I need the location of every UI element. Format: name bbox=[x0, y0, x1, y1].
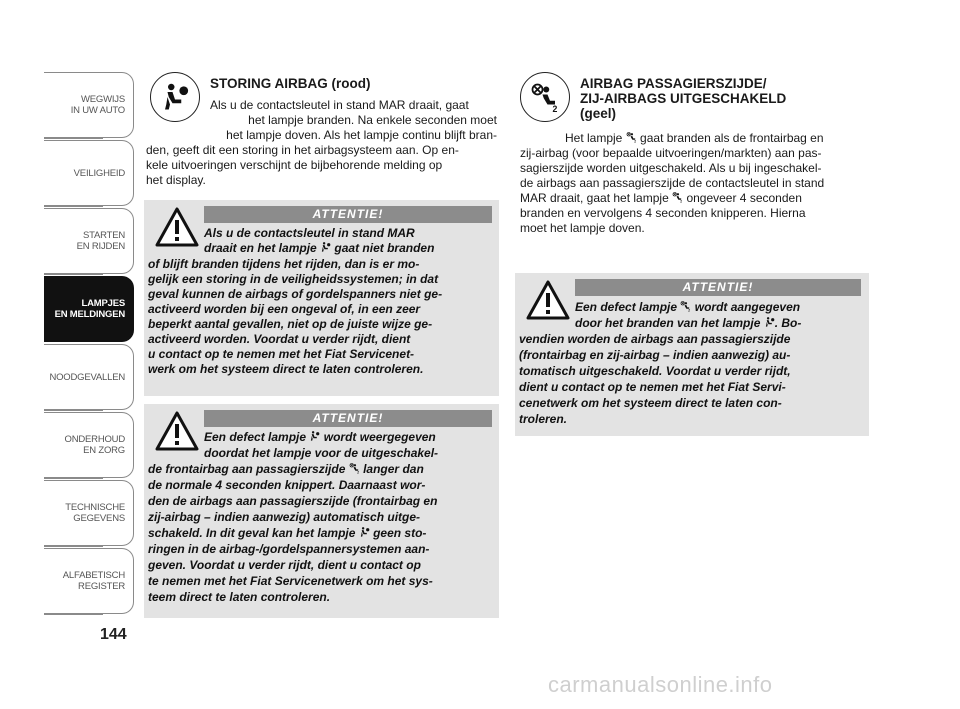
text-part: wordt aangegeven bbox=[694, 300, 801, 314]
body-line: zij-airbag (voor bepaalde uitvoeringen/markten) aan pas- bbox=[520, 146, 822, 160]
text-part: gaat branden als de frontairbag en bbox=[640, 131, 824, 145]
text-part: langer dan bbox=[363, 462, 424, 476]
text-part: schakeld. In dit geval kan het lampje bbox=[148, 526, 356, 540]
warning-line: teem direct te laten controleren. bbox=[148, 590, 331, 604]
body-line: branden en vervolgens 4 seconden knipperen. Hierna bbox=[520, 206, 806, 220]
airbag-icon bbox=[320, 241, 331, 253]
tab-label: EN RIJDEN bbox=[76, 241, 125, 252]
text-part: ongeveer 4 seconden bbox=[686, 191, 802, 205]
body-line: het display. bbox=[146, 173, 206, 187]
warning-line: Als u de contactsleutel in stand MAR bbox=[204, 226, 415, 240]
body-line bbox=[520, 191, 868, 206]
tab-veiligheid[interactable] bbox=[44, 140, 134, 206]
title-text: STORING AIRBAG bbox=[210, 76, 328, 91]
tab-lampjes[interactable] bbox=[44, 276, 134, 342]
warning-line: geval kunnen de airbags of gordelspanners niet ge- bbox=[148, 287, 443, 301]
body-line: het lampje doven. Als het lampje continu blijft bran- bbox=[226, 128, 497, 142]
warning-line bbox=[575, 300, 861, 315]
passenger-airbag-off-icon bbox=[520, 72, 570, 122]
warning-line bbox=[204, 241, 492, 256]
airbag-icon bbox=[359, 526, 370, 538]
warning-line: ringen in de airbag-/gordelspannersystemen aan- bbox=[148, 542, 430, 556]
body-line: sagierszijde worden uitgeschakeld. Als u bij ingeschakel- bbox=[520, 161, 822, 175]
tab-wegwijs[interactable] bbox=[44, 72, 134, 138]
body-line: moet het lampje doven. bbox=[520, 221, 645, 235]
warning-line: cenetwerk om het systeem direct te laten con- bbox=[519, 396, 782, 410]
warning-line: de normale 4 seconden knippert. Daarnaast wor- bbox=[148, 478, 426, 492]
tab-label: LAMPJES bbox=[81, 298, 125, 309]
text-part: gaat niet branden bbox=[334, 241, 435, 255]
warning-line: geven. Voordat u verder rijdt, dient u contact op bbox=[148, 558, 421, 572]
warning-box-1 bbox=[144, 200, 499, 396]
tab-label: EN MELDINGEN bbox=[54, 309, 125, 320]
warning-line: (frontairbag en zij-airbag – indien aanwezig) au- bbox=[519, 348, 791, 362]
tab-onderhoud[interactable] bbox=[44, 412, 134, 478]
chapter-tabs bbox=[44, 72, 134, 616]
warning-line bbox=[575, 316, 861, 331]
warning-line: gelijk een storing in de veiligheidssystemen; in dat bbox=[148, 272, 439, 286]
body-line: kele uitvoeringen verschijnt de bijbehorende melding op bbox=[146, 158, 443, 172]
text-part: geen sto- bbox=[373, 526, 427, 540]
tab-label: GEGEVENS bbox=[73, 513, 125, 524]
passenger-airbag-off-icon bbox=[680, 300, 691, 312]
warning-line bbox=[148, 526, 492, 541]
warning-line: activeerd worden bij een ongeval of, in een zeer bbox=[148, 302, 421, 316]
tab-noodgevallen[interactable] bbox=[44, 344, 134, 410]
tab-starten[interactable] bbox=[44, 208, 134, 274]
text-part: door het branden van het lampje bbox=[575, 316, 761, 330]
text-part: . Bo- bbox=[774, 316, 802, 330]
warning-line: zij-airbag – indien aanwezig) automatisch uitge- bbox=[148, 510, 421, 524]
warning-triangle-icon bbox=[525, 279, 571, 321]
section-title-storing-airbag bbox=[210, 76, 371, 91]
tab-label: EN ZORG bbox=[83, 445, 125, 456]
title-line: ZIJ-AIRBAGS UITGESCHAKELD bbox=[580, 91, 787, 106]
warning-line: troleren. bbox=[519, 412, 568, 426]
title-line: AIRBAG PASSAGIERSZIJDE/ bbox=[580, 76, 767, 91]
airbag-icon bbox=[764, 316, 775, 328]
passenger-airbag-off-icon bbox=[626, 131, 637, 143]
warning-line: te nemen met het Fiat Servicenetwerk om het sys- bbox=[148, 574, 433, 588]
warning-box-2 bbox=[144, 404, 499, 618]
warning-line bbox=[204, 430, 492, 445]
text-part: Het lampje bbox=[565, 131, 623, 145]
warning-line: tomatisch uitgeschakeld. Voordat u verder rijdt, bbox=[519, 364, 791, 378]
tab-label: ONDERHOUD bbox=[64, 434, 125, 445]
text-part: Een defect lampje bbox=[575, 300, 678, 314]
body-line: den, geeft dit een storing in het airbagsysteem aan. Op en- bbox=[146, 143, 459, 157]
text-part: draait en het lampje bbox=[204, 241, 317, 255]
warning-line: den de airbags aan passagierszijde (frontairbag en bbox=[148, 494, 438, 508]
text-part: MAR draait, gaat het lampje bbox=[520, 191, 669, 205]
tab-label: VEILIGHEID bbox=[73, 167, 125, 179]
passenger-airbag-off-icon bbox=[672, 191, 683, 203]
tab-label: REGISTER bbox=[78, 581, 125, 592]
tab-technische[interactable] bbox=[44, 480, 134, 546]
body-line bbox=[565, 131, 868, 146]
body-line: Als u de contactsleutel in stand MAR draait, gaat bbox=[210, 98, 469, 112]
section-title-airbag-passagierszijde bbox=[580, 76, 786, 121]
warning-line: activeerd worden. Voordat u verder rijdt, dient bbox=[148, 332, 411, 346]
tab-label: IN UW AUTO bbox=[70, 105, 125, 116]
tab-label: ALFABETISCH bbox=[62, 570, 125, 581]
warning-line: werk om het systeem direct te laten controleren. bbox=[148, 362, 424, 376]
warning-line: doordat het lampje voor de uitgeschakel- bbox=[204, 446, 439, 460]
title-line: (geel) bbox=[580, 106, 617, 121]
body-line: het lampje branden. Na enkele seconden moet bbox=[248, 113, 497, 127]
title-suffix: (rood) bbox=[331, 76, 371, 91]
warning-line: u contact op te nemen met het Fiat Servicenet- bbox=[148, 347, 415, 361]
page-number: 144 bbox=[100, 626, 127, 643]
tab-alfabetisch[interactable] bbox=[44, 548, 134, 614]
warning-triangle-icon bbox=[154, 410, 200, 452]
warning-line: dient u contact op te nemen met het Fiat Servi- bbox=[519, 380, 786, 394]
tab-label: WEGWIJS bbox=[81, 94, 125, 105]
text-part: Een defect lampje bbox=[204, 430, 307, 444]
warning-triangle-icon bbox=[154, 206, 200, 248]
text-part: wordt weergegeven bbox=[323, 430, 436, 444]
text-part: de frontairbag aan passagierszijde bbox=[148, 462, 346, 476]
warning-line bbox=[148, 462, 492, 477]
warning-heading: ATTENTIE! bbox=[204, 206, 492, 223]
warning-line: vendien worden de airbags aan passagierszijde bbox=[519, 332, 791, 346]
warning-line: beperkt aantal gevallen, niet op de juiste wijze ge- bbox=[148, 317, 433, 331]
tab-label: STARTEN bbox=[82, 230, 125, 241]
warning-line: of blijft branden tijdens het rijden, dan is er mo- bbox=[148, 257, 420, 271]
tab-label: NOODGEVALLEN bbox=[49, 371, 125, 383]
passenger-airbag-off-icon bbox=[349, 462, 360, 474]
watermark: carmanualsonline.info bbox=[548, 672, 773, 697]
airbag-icon bbox=[150, 72, 200, 122]
airbag-icon bbox=[309, 430, 320, 442]
warning-box-3 bbox=[515, 273, 869, 436]
warning-heading: ATTENTIE! bbox=[204, 410, 492, 427]
warning-heading: ATTENTIE! bbox=[575, 279, 861, 296]
body-line: de airbags aan passagierszijde de contactsleutel in stand bbox=[520, 176, 825, 190]
tab-label: TECHNISCHE bbox=[65, 502, 125, 513]
